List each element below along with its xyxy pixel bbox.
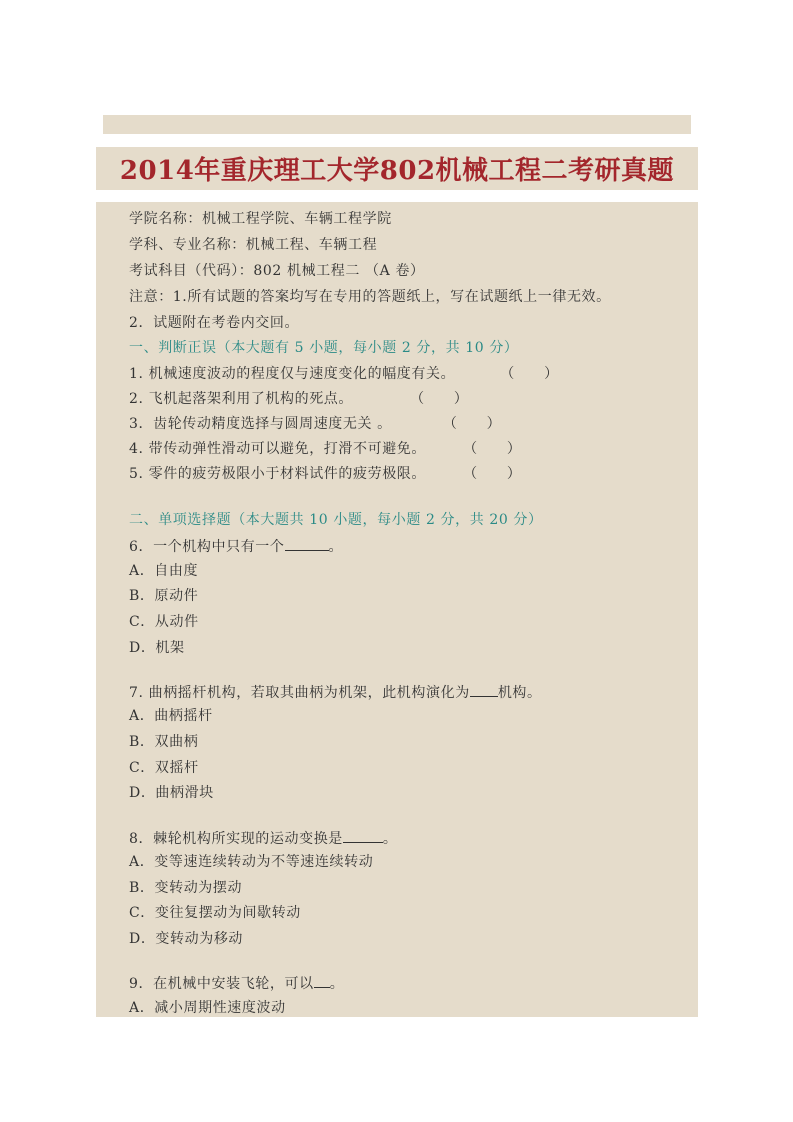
- q8-option-b: B．变转动为摆动: [129, 880, 243, 896]
- q8-option-a: A．变等速连续转动为不等速连续转动: [129, 854, 374, 870]
- answer-blank: [470, 682, 498, 697]
- section2-heading: 二、单项选择题（本大题共 10 小题，每小题 2 分，共 20 分）: [129, 512, 543, 528]
- top-decorative-bar: [103, 115, 691, 134]
- question-9-stem: 9．在机械中安装飞轮，可以 。: [129, 973, 344, 993]
- judge-item-4-text: 4. 带传动弹性滑动可以避免，打滑不可避免。: [129, 441, 427, 457]
- judge-item-2: [129, 390, 468, 408]
- judge-item-5-text: 5. 零件的疲劳极限小于材料试件的疲劳极限。: [129, 466, 427, 482]
- question-7-stem: 7. 曲柄摇杆机构，若取其曲柄为机架，此机构演化为 机构。: [129, 682, 542, 702]
- exam-content: [96, 202, 698, 1017]
- answer-blank: [314, 973, 330, 988]
- q6-option-a: A．自由度: [129, 563, 199, 579]
- judge-item-5: [129, 465, 521, 483]
- judge-item-3-text: 3．齿轮传动精度选择与圆周速度无关 。: [129, 416, 392, 432]
- judge-item-3: [129, 415, 501, 433]
- judge-item-1: [129, 365, 559, 383]
- judge-item-2-text: 2. 飞机起落架利用了机构的死点。: [129, 391, 354, 407]
- answer-paren: （ ）: [410, 391, 469, 407]
- answer-paren: （ ）: [500, 366, 559, 382]
- subject-line: 考试科目（代码）：802 机械工程二 （A 卷）: [129, 263, 425, 279]
- note-line-1: 注意：1.所有试题的答案均写在专用的答题纸上，写在试题纸上一律无效。: [129, 289, 611, 305]
- section1-heading: 一、判断正误（本大题有 5 小题，每小题 2 分，共 10 分）: [129, 340, 519, 356]
- college-line: 学院名称：机械工程学院、车辆工程学院: [129, 211, 392, 227]
- answer-paren: （ ）: [463, 466, 522, 482]
- answer-paren: （ ）: [442, 416, 502, 432]
- answer-blank: [285, 536, 329, 551]
- q8-option-c: C．变往复摆动为间歇转动: [129, 905, 301, 921]
- judge-item-4: [129, 440, 521, 458]
- q6-option-c: C．从动件: [129, 614, 199, 630]
- q6-option-d: D．机架: [129, 640, 185, 656]
- page-title: 2014年重庆理工大学802机械工程二考研真题: [119, 156, 675, 186]
- judge-item-1-text: 1. 机械速度波动的程度仅与速度变化的幅度有关。: [129, 366, 456, 382]
- title-banner: [96, 147, 698, 190]
- q7-option-b: B．双曲柄: [129, 734, 199, 750]
- q7-option-d: D．曲柄滑块: [129, 785, 214, 801]
- q8-option-d: D．变转动为移动: [129, 931, 244, 947]
- q7-option-a: A．曲柄摇杆: [129, 708, 213, 724]
- major-line: 学科、专业名称：机械工程、车辆工程: [129, 237, 378, 253]
- note-line-2: 2．试题附在考卷内交回。: [129, 315, 300, 331]
- q9-option-a: A．减小周期性速度波动: [129, 1000, 286, 1016]
- q6-option-b: B．原动件: [129, 588, 199, 604]
- question-8-stem: 8．棘轮机构所实现的运动变换是 。: [129, 828, 398, 848]
- answer-paren: （ ）: [463, 441, 522, 457]
- answer-blank: [343, 828, 383, 843]
- question-6-stem: 6．一个机构中只有一个 。: [129, 536, 343, 556]
- q7-option-c: C．双摇杆: [129, 760, 199, 776]
